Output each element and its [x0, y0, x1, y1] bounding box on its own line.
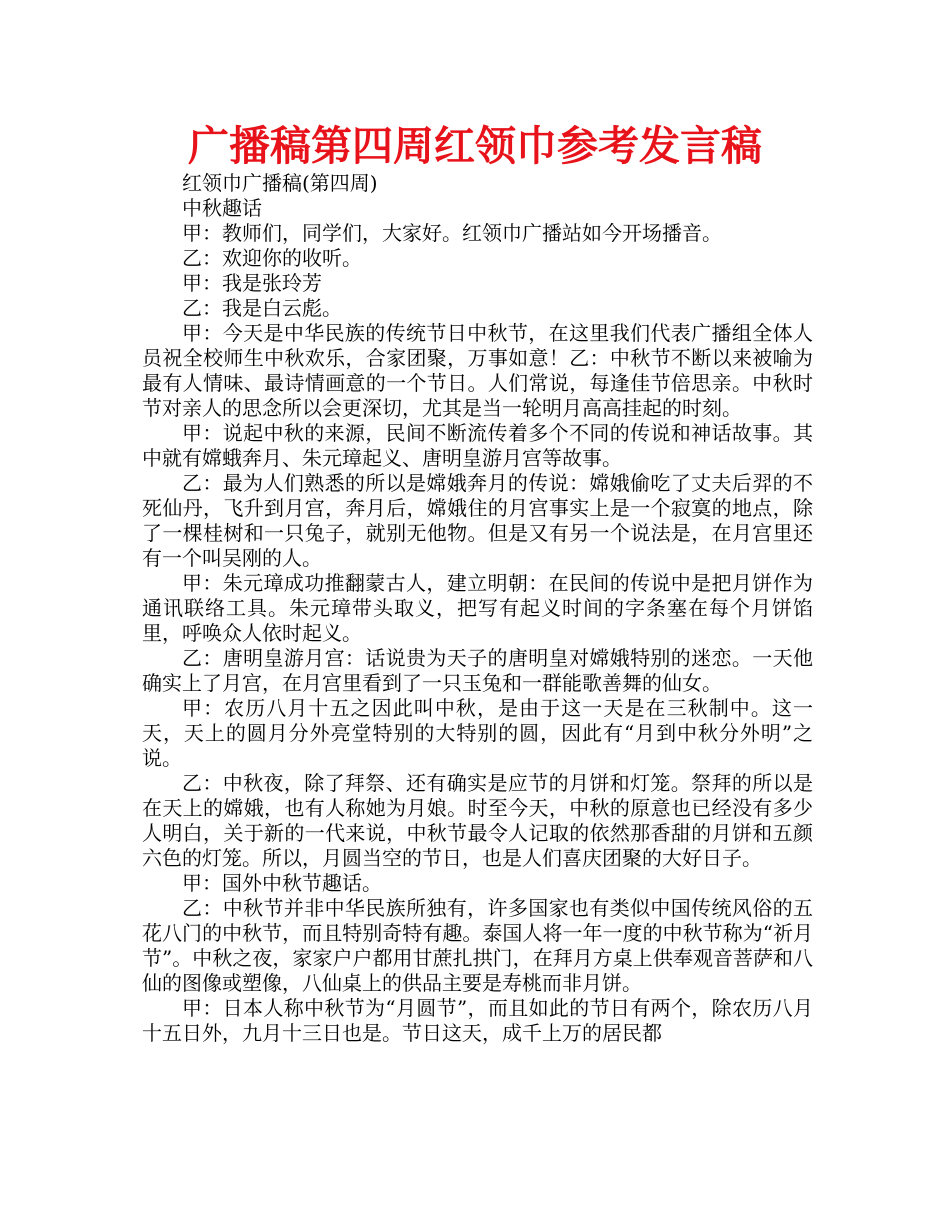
paragraph: 乙：欢迎你的收听。: [182, 246, 362, 270]
paragraph: 甲：教师们，同学们，大家好。红领巾广播站如今开场播音。: [182, 221, 722, 245]
paragraph: 甲：我是张玲芳: [182, 271, 322, 295]
paragraph: 乙：最为人们熟悉的所以是嫦娥奔月的传说：嫦娥偷吃了丈夫后羿的不死仙丹，飞升到月宫，奔月后，嫦娥住的月宫事实上是一个寂寞的地点，除了一棵桂树和一只兔子，就别无他物。但是又有另一个说法是，在月宫里还有一个叫吴刚的人。: [142, 471, 813, 570]
paragraph: 甲：朱元璋成功推翻蒙古人，建立明朝：在民间的传说中是把月饼作为通讯联络工具。朱元璋带头取义，把写有起义时间的字条塞在每个月饼馅里，呼唤众人依时起义。: [142, 571, 813, 645]
paragraph: 乙：中秋节并非中华民族所独有，许多国家也有类似中国传统风俗的五花八门的中秋节，而且特别奇特有趣。泰国人将一年一度的中秋节称为“祈月节”。中秋之夜，家家户户都用甘蔗扎拱门，在拜月方桌上供奉观音菩萨和八仙的图像或塑像，八仙桌上的供品主要是寿桃而非月饼。: [142, 896, 813, 995]
paragraph: 甲：国外中秋节趣话。: [182, 871, 382, 895]
paragraph: 红领巾广播稿(第四周): [182, 171, 378, 195]
paragraph: 乙：我是白云彪。: [182, 296, 342, 320]
document-body: [142, 171, 813, 1046]
paragraph: 甲：说起中秋的来源，民间不断流传着多个不同的传说和神话故事。其中就有嫦蛾奔月、朱元璋起义、唐明皇游月宫等故事。: [142, 421, 813, 470]
paragraph: 中秋趣话: [182, 196, 262, 220]
document-title: 广播稿第四周红领巾参考发言稿: [188, 122, 762, 170]
paragraph: 甲：日本人称中秋节为“月圆节”，而且如此的节日有两个，除农历八月十五日外，九月十三日也是。节日这天，成千上万的居民都: [142, 996, 813, 1045]
paragraph: 乙：中秋夜，除了拜祭、还有确实是应节的月饼和灯笼。祭拜的所以是在天上的嫦娥，也有人称她为月娘。时至今天，中秋的原意也已经没有多少人明白，关于新的一代来说，中秋节最令人记取的依然那香甜的月饼和五颜六色的灯笼。所以，月圆当空的节日，也是人们喜庆团聚的大好日子。: [142, 771, 813, 870]
paragraph: 甲：农历八月十五之因此叫中秋，是由于这一天是在三秋制中。这一天，天上的圆月分外亮堂特别的大特别的圆，因此有“月到中秋分外明”之说。: [142, 696, 813, 770]
paragraph: 乙：唐明皇游月宫：话说贵为天子的唐明皇对嫦娥特别的迷恋。一天他确实上了月宫，在月宫里看到了一只玉兔和一群能歌善舞的仙女。: [142, 646, 813, 695]
paragraph: 甲：今天是中华民族的传统节日中秋节，在这里我们代表广播组全体人员祝全校师生中秋欢乐，合家团聚，万事如意！乙：中秋节不断以来被喻为最有人情味、最诗情画意的一个节日。人们常说，每逢佳节倍思亲。中秋时节对亲人的思念所以会更深切，尤其是当一轮明月高高挂起的时刻。: [142, 321, 813, 420]
